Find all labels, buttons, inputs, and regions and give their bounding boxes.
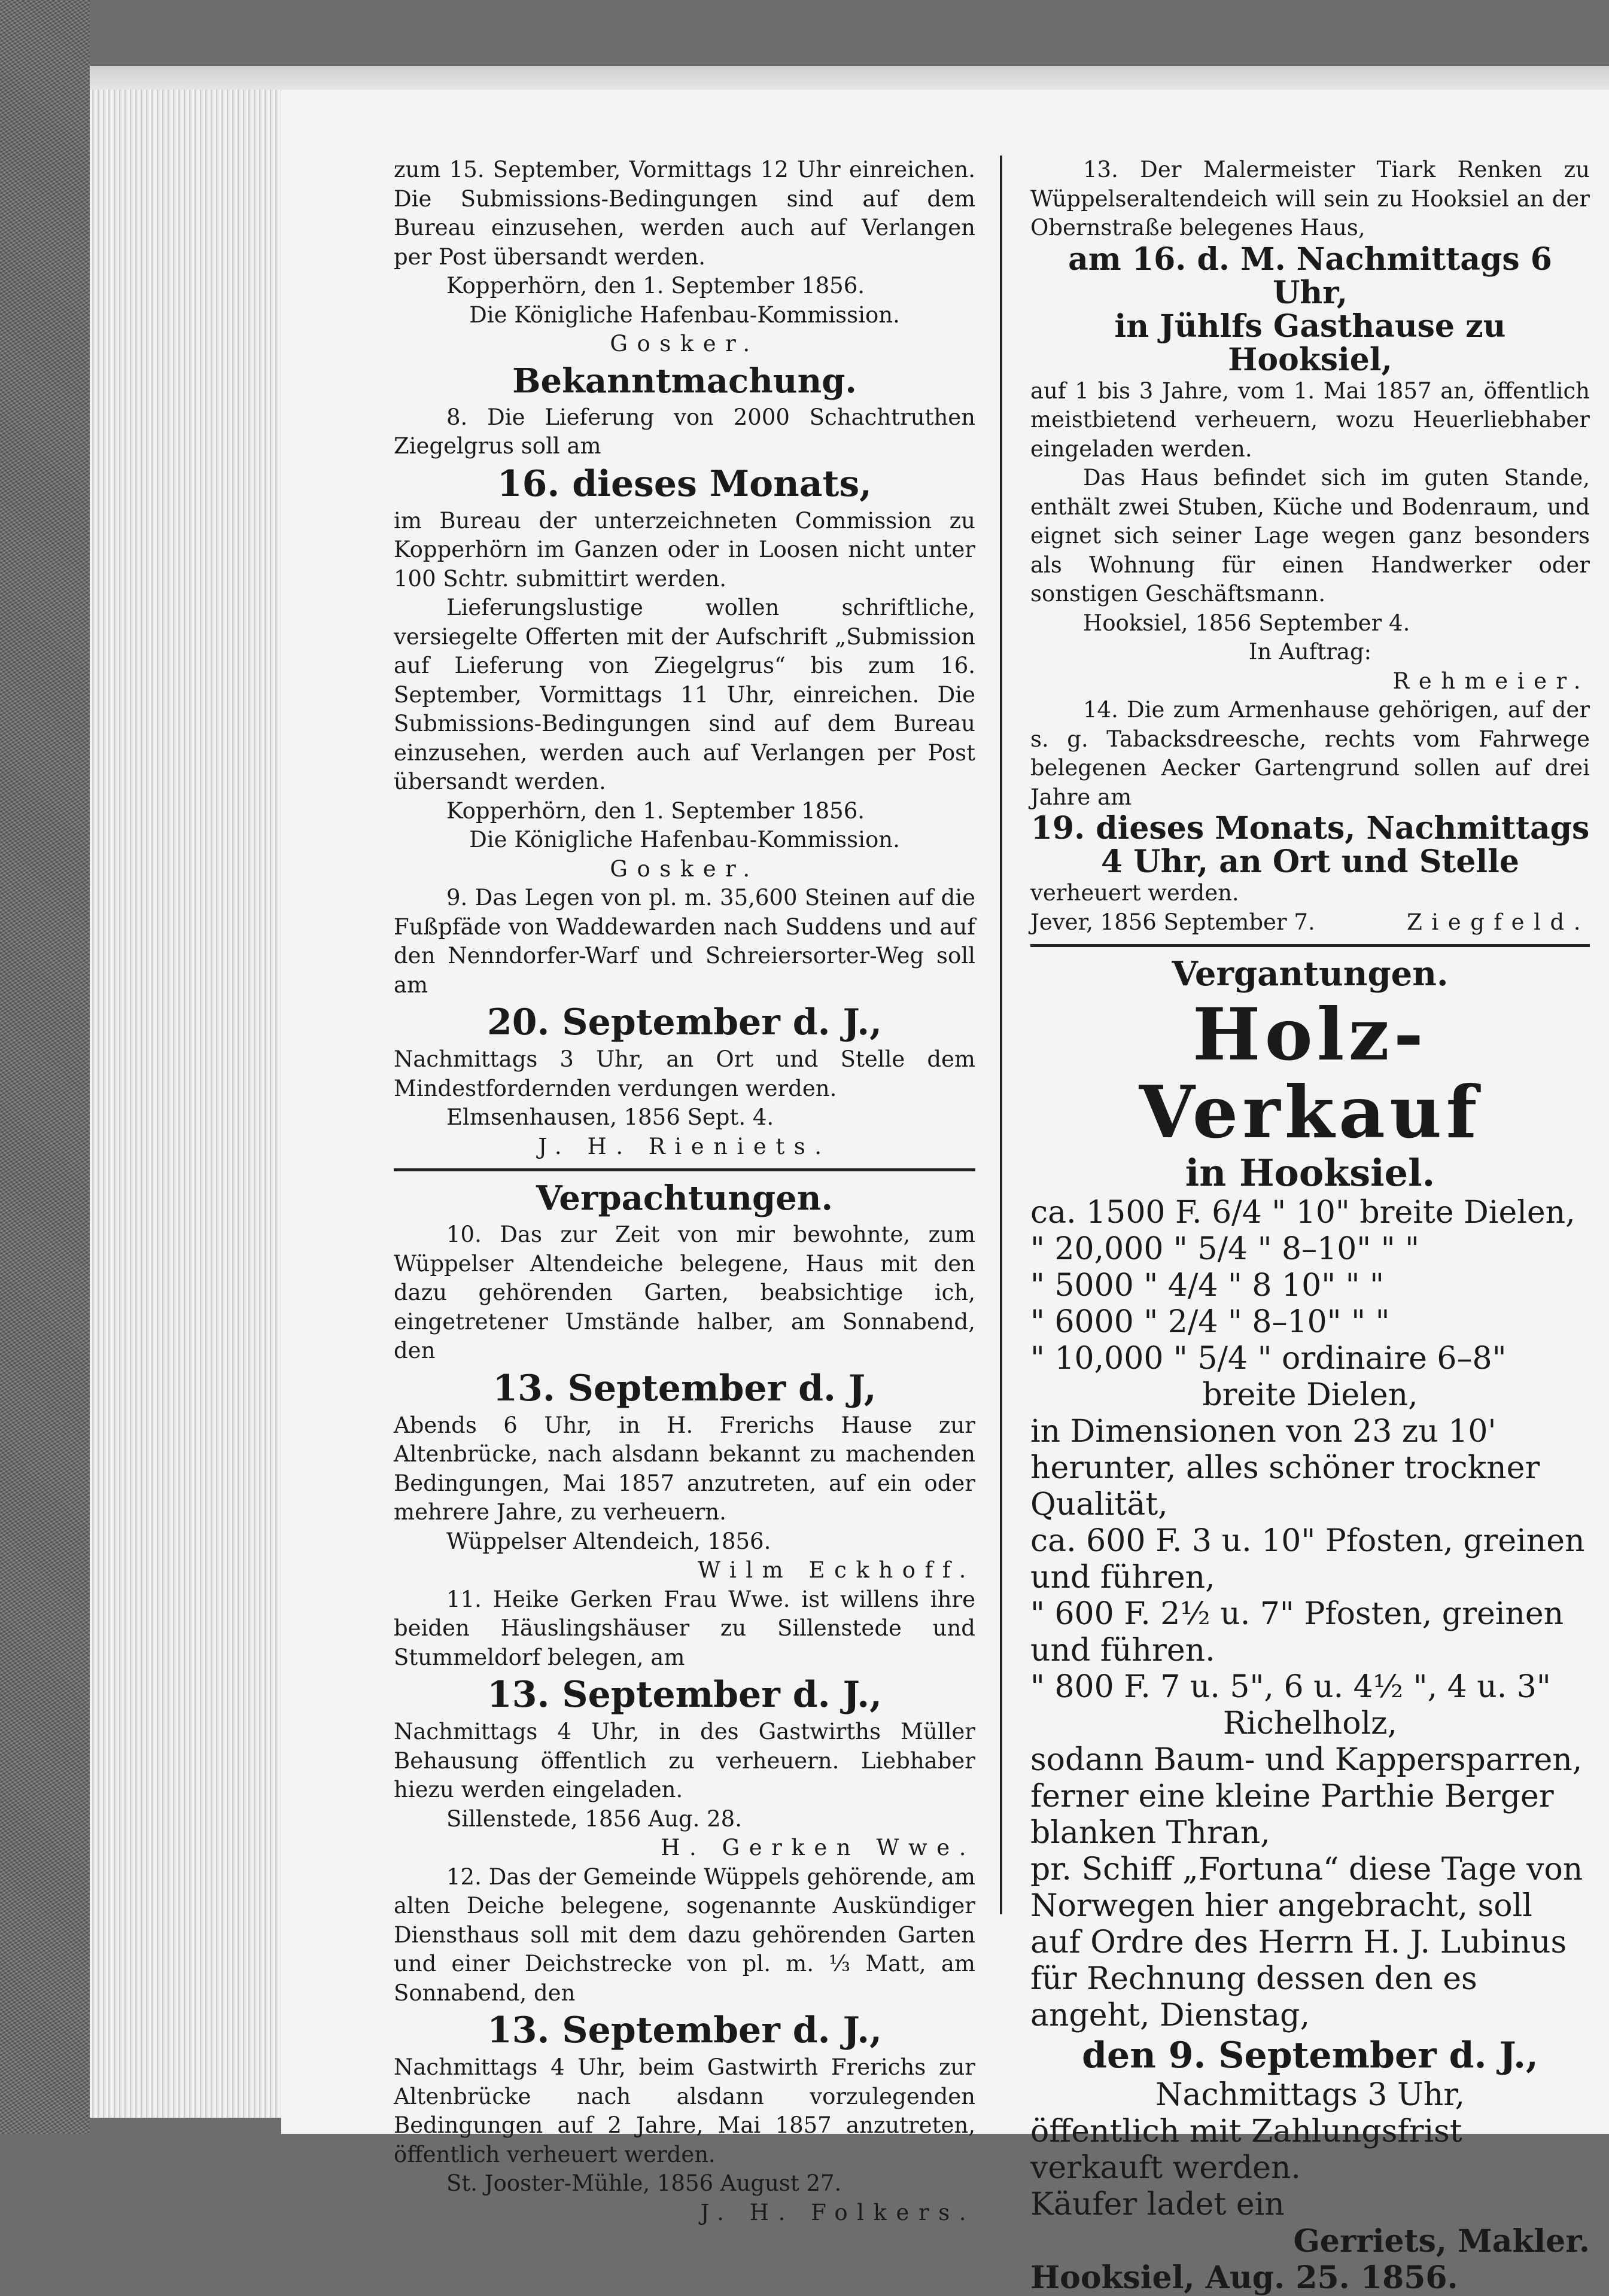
notice-11-place: Sillenstede, 1856 Aug. 28. <box>446 1805 742 1832</box>
holz-text-6: Richelholz, <box>1222 1706 1398 1741</box>
column-divider <box>1000 156 1002 1914</box>
notice-8-text-2: im Bureau der unterzeichneten Commission zu Kopperhörn im Ganzen oder in Loosen nicht unter 100 Schtr. submittirt werden. <box>394 507 975 592</box>
bekanntmachung-heading: Bekanntmachung. <box>512 361 857 401</box>
holz-time: Nachmittags 3 Uhr, <box>1155 2077 1465 2113</box>
holz-text-7: sodann Baum- und Kappersparren, ferner eine kleine Parthie Berger blanken Thran, <box>1030 1742 1583 1851</box>
holz-text-8: pr. Schiff „Fortuna“ diese Tage von Norwegen hier angebracht, soll auf Ordre des Herrn H. J. Lubinus für Rechnung dessen den es angeht, Dienstag, <box>1030 1852 1583 2033</box>
notice-14-text-2: verheuert werden. <box>1030 880 1239 906</box>
notice-14-date-2: 4 Uhr, an Ort und Stelle <box>1100 844 1519 880</box>
notice-10-signer: Wilm Eckhoff. <box>697 1557 975 1583</box>
notice-12-date: 13. September d. J., <box>487 2009 882 2051</box>
continued-notice-text: zum 15. September, Vormittags 12 Uhr einreichen. Die Submissions-Bedingungen sind auf dem Bureau einzusehen, werden auch auf Verlangen per Post übersandt werden. <box>394 157 975 270</box>
notice-13-auftrag: In Auftrag: <box>1248 639 1372 665</box>
holz-line-2: " 20,000 " 5/4 " 8–10" " " <box>1030 1231 1420 1267</box>
notice-13-date-1: am 16. d. M. Nachmittags 6 Uhr, <box>1068 240 1552 311</box>
holz-text-1: breite Dielen, <box>1202 1377 1418 1413</box>
verpachtungen-heading: Verpachtungen. <box>536 1179 833 1218</box>
holz-date: den 9. September d. J., <box>1082 2035 1538 2076</box>
holz-line-3: " 5000 " 4/4 " 8 10" " " <box>1030 1268 1385 1304</box>
holz-text-4: " 600 F. 2½ u. 7" Pfosten, greinen und führen. <box>1030 1596 1564 1668</box>
notice-14-date-1: 19. dieses Monats, Nachmittags <box>1030 810 1590 846</box>
holz-text-3: ca. 600 F. 3 u. 10" Pfosten, greinen und führen, <box>1030 1523 1585 1595</box>
holz-line-4: " 6000 " 2/4 " 8–10" " " <box>1030 1304 1390 1340</box>
notice-12-signer: J. H. Folkers. <box>700 2199 975 2225</box>
notice-10-place: Wüppelser Altendeich, 1856. <box>446 1528 771 1554</box>
notice-11-text: 11. Heike Gerken Frau Wwe. ist willens ihre beiden Häuslingshäuser zu Sillenstede und Stummeldorf belegen, am <box>394 1586 975 1670</box>
notice-8-text: 8. Die Lieferung von 2000 Schachtruthen Ziegelgrus soll am <box>394 404 975 459</box>
notice-13-text-2: auf 1 bis 3 Jahre, vom 1. Mai 1857 an, öffentlich meistbietend verheuern, wozu Heuerliebhaber eingeladen werden. <box>1030 377 1590 462</box>
book-cover <box>0 0 90 2134</box>
notice-14-text: 14. Die zum Armenhause gehörigen, auf der s. g. Tabacksdreesche, rechts vom Fahrwege belegenen Aecker Gartengrund sollen auf drei Jahre am <box>1030 697 1590 810</box>
left-column <box>394 156 975 2227</box>
notice-13-place: Hooksiel, 1856 September 4. <box>1083 610 1410 636</box>
notice-10-text: 10. Das zur Zeit von mir bewohnte, zum Wüppelser Altendeiche belegene, Haus mit den dazu gehörenden Garten, beabsichtige ich, eingetretener Umstände halber, am Sonnabend, den <box>394 1222 975 1363</box>
section-divider <box>394 1168 975 1171</box>
notice-14-footer <box>1030 908 1590 937</box>
notice-10-date: 13. September d. J, <box>492 1367 877 1409</box>
continued-notice-signer: Gosker. <box>610 331 759 357</box>
holz-text-2: in Dimensionen von 23 zu 10' herunter, alles schöner trockner Qualität, <box>1030 1414 1540 1522</box>
notice-13-text: 13. Der Malermeister Tiark Renken zu Wüppelseraltendeich will sein zu Hooksiel an der Obernstraße belegenes Haus, <box>1030 157 1590 240</box>
page-stack-edges <box>90 90 287 2118</box>
continued-notice-date: Kopperhörn, den 1. September 1856. <box>446 273 865 299</box>
holz-text-5: " 800 F. 7 u. 5", 6 u. 4½ ", 4 u. 3" <box>1030 1669 1551 1705</box>
notice-11-date: 13. September d. J., <box>487 1674 882 1716</box>
holz-verkauf-title: Holz-Verkauf <box>1139 992 1482 1155</box>
continued-notice-signature: Die Königliche Hafenbau-Kommission. <box>469 302 900 328</box>
holz-kaeufer: Käufer ladet ein <box>1030 2187 1285 2222</box>
holz-verkauf-location: in Hooksiel. <box>1185 1151 1435 1195</box>
notice-14-signer: Ziegfeld. <box>1407 909 1590 935</box>
holz-text-9: öffentlich mit Zahlungsfrist verkauft werden. <box>1030 2114 1462 2186</box>
holz-place-date: Hooksiel, Aug. 25. 1856. <box>1030 2260 1458 2296</box>
right-column <box>1030 156 1590 2296</box>
newspaper-page <box>281 90 1609 2296</box>
notice-8-signature: Die Königliche Hafenbau-Kommission. <box>469 827 900 852</box>
notice-8-text-3: Lieferungslustige wollen schriftliche, versiegelte Offerten mit der Aufschrift „Submission auf Lieferung von Ziegelgrus“ bis zum 16. September, Vormittags 11 Uhr, einreichen. Die Submissions-Bedingungen sind auf dem Bureau einzusehen, werden auch auf Verlangen per Post übersandt werden. <box>394 595 975 794</box>
notice-8-date: 16. dieses Monats, <box>497 462 872 505</box>
notice-11-signer: H. Gerken Wwe. <box>661 1835 975 1860</box>
notice-13-date-2: in Jühlfs Gasthause zu Hooksiel, <box>1114 307 1506 378</box>
notice-9-signer: J. H. Rieniets. <box>538 1133 831 1159</box>
vergantungen-heading: Vergantungen. <box>1172 954 1449 994</box>
section-divider-right <box>1030 944 1590 947</box>
notice-8-signer: Gosker. <box>610 855 759 882</box>
notice-12-text-2: Nachmittags 4 Uhr, beim Gastwirth Frerichs zur Altenbrücke nach alsdann vorzulegenden Bedingungen auf 2 Jahre, Mai 1857 anzutreten, öffentlich verheuert werden. <box>394 2054 975 2167</box>
notice-12-place: St. Jooster-Mühle, 1856 August 27. <box>446 2170 842 2196</box>
notice-12-text: 12. Das der Gemeinde Wüppels gehörende, am alten Deiche belegene, sogenannte Auskündiger Diensthaus soll mit dem dazu gehörenden Garten und einer Deichstrecke von pl. m. ⅓ Matt, am Sonnabend, den <box>394 1863 975 2006</box>
notice-14-place: Jever, 1856 September 7. <box>1030 909 1315 935</box>
notice-8-date-line: Kopperhörn, den 1. September 1856. <box>446 797 865 824</box>
notice-9-text-2: Nachmittags 3 Uhr, an Ort und Stelle dem Mindestfordernden verdungen werden. <box>394 1046 975 1101</box>
holz-line-1: ca. 1500 F. 6/4 " 10" breite Dielen, <box>1030 1195 1575 1231</box>
notice-9-place: Elmsenhausen, 1856 Sept. 4. <box>446 1104 774 1130</box>
notice-10-text-2: Abends 6 Uhr, in H. Frerichs Hause zur Altenbrücke, nach alsdann bekannt zu machenden Bedingungen, Mai 1857 anzutreten, auf ein oder mehrere Jahre, zu verheuern. <box>394 1412 975 1525</box>
notice-9-date: 20. September d. J., <box>487 1001 882 1043</box>
holz-line-5: " 10,000 " 5/4 " ordinaire 6–8" <box>1030 1341 1507 1377</box>
notice-13-signer: Rehmeier. <box>1392 668 1590 694</box>
notice-11-text-2: Nachmittags 4 Uhr, in des Gastwirths Müller Behausung öffentlich zu verheuern. Liebhaber hiezu werden eingeladen. <box>394 1719 975 1802</box>
holz-makler: Gerriets, Makler. <box>1293 2223 1590 2260</box>
notice-13-text-3: Das Haus befindet sich im guten Stande, enthält zwei Stuben, Küche und Bodenraum, und eignet sich seiner Lage wegen ganz besonders als Wohnung für einen Handwerker oder sonstigen Geschäftsmann. <box>1030 465 1590 607</box>
notice-9-text: 9. Das Legen von pl. m. 35,600 Steinen auf die Fußpfäde von Waddewarden nach Suddens und auf den Nenndorfer-Warf und Schreiersorter-Weg soll am <box>394 885 975 998</box>
